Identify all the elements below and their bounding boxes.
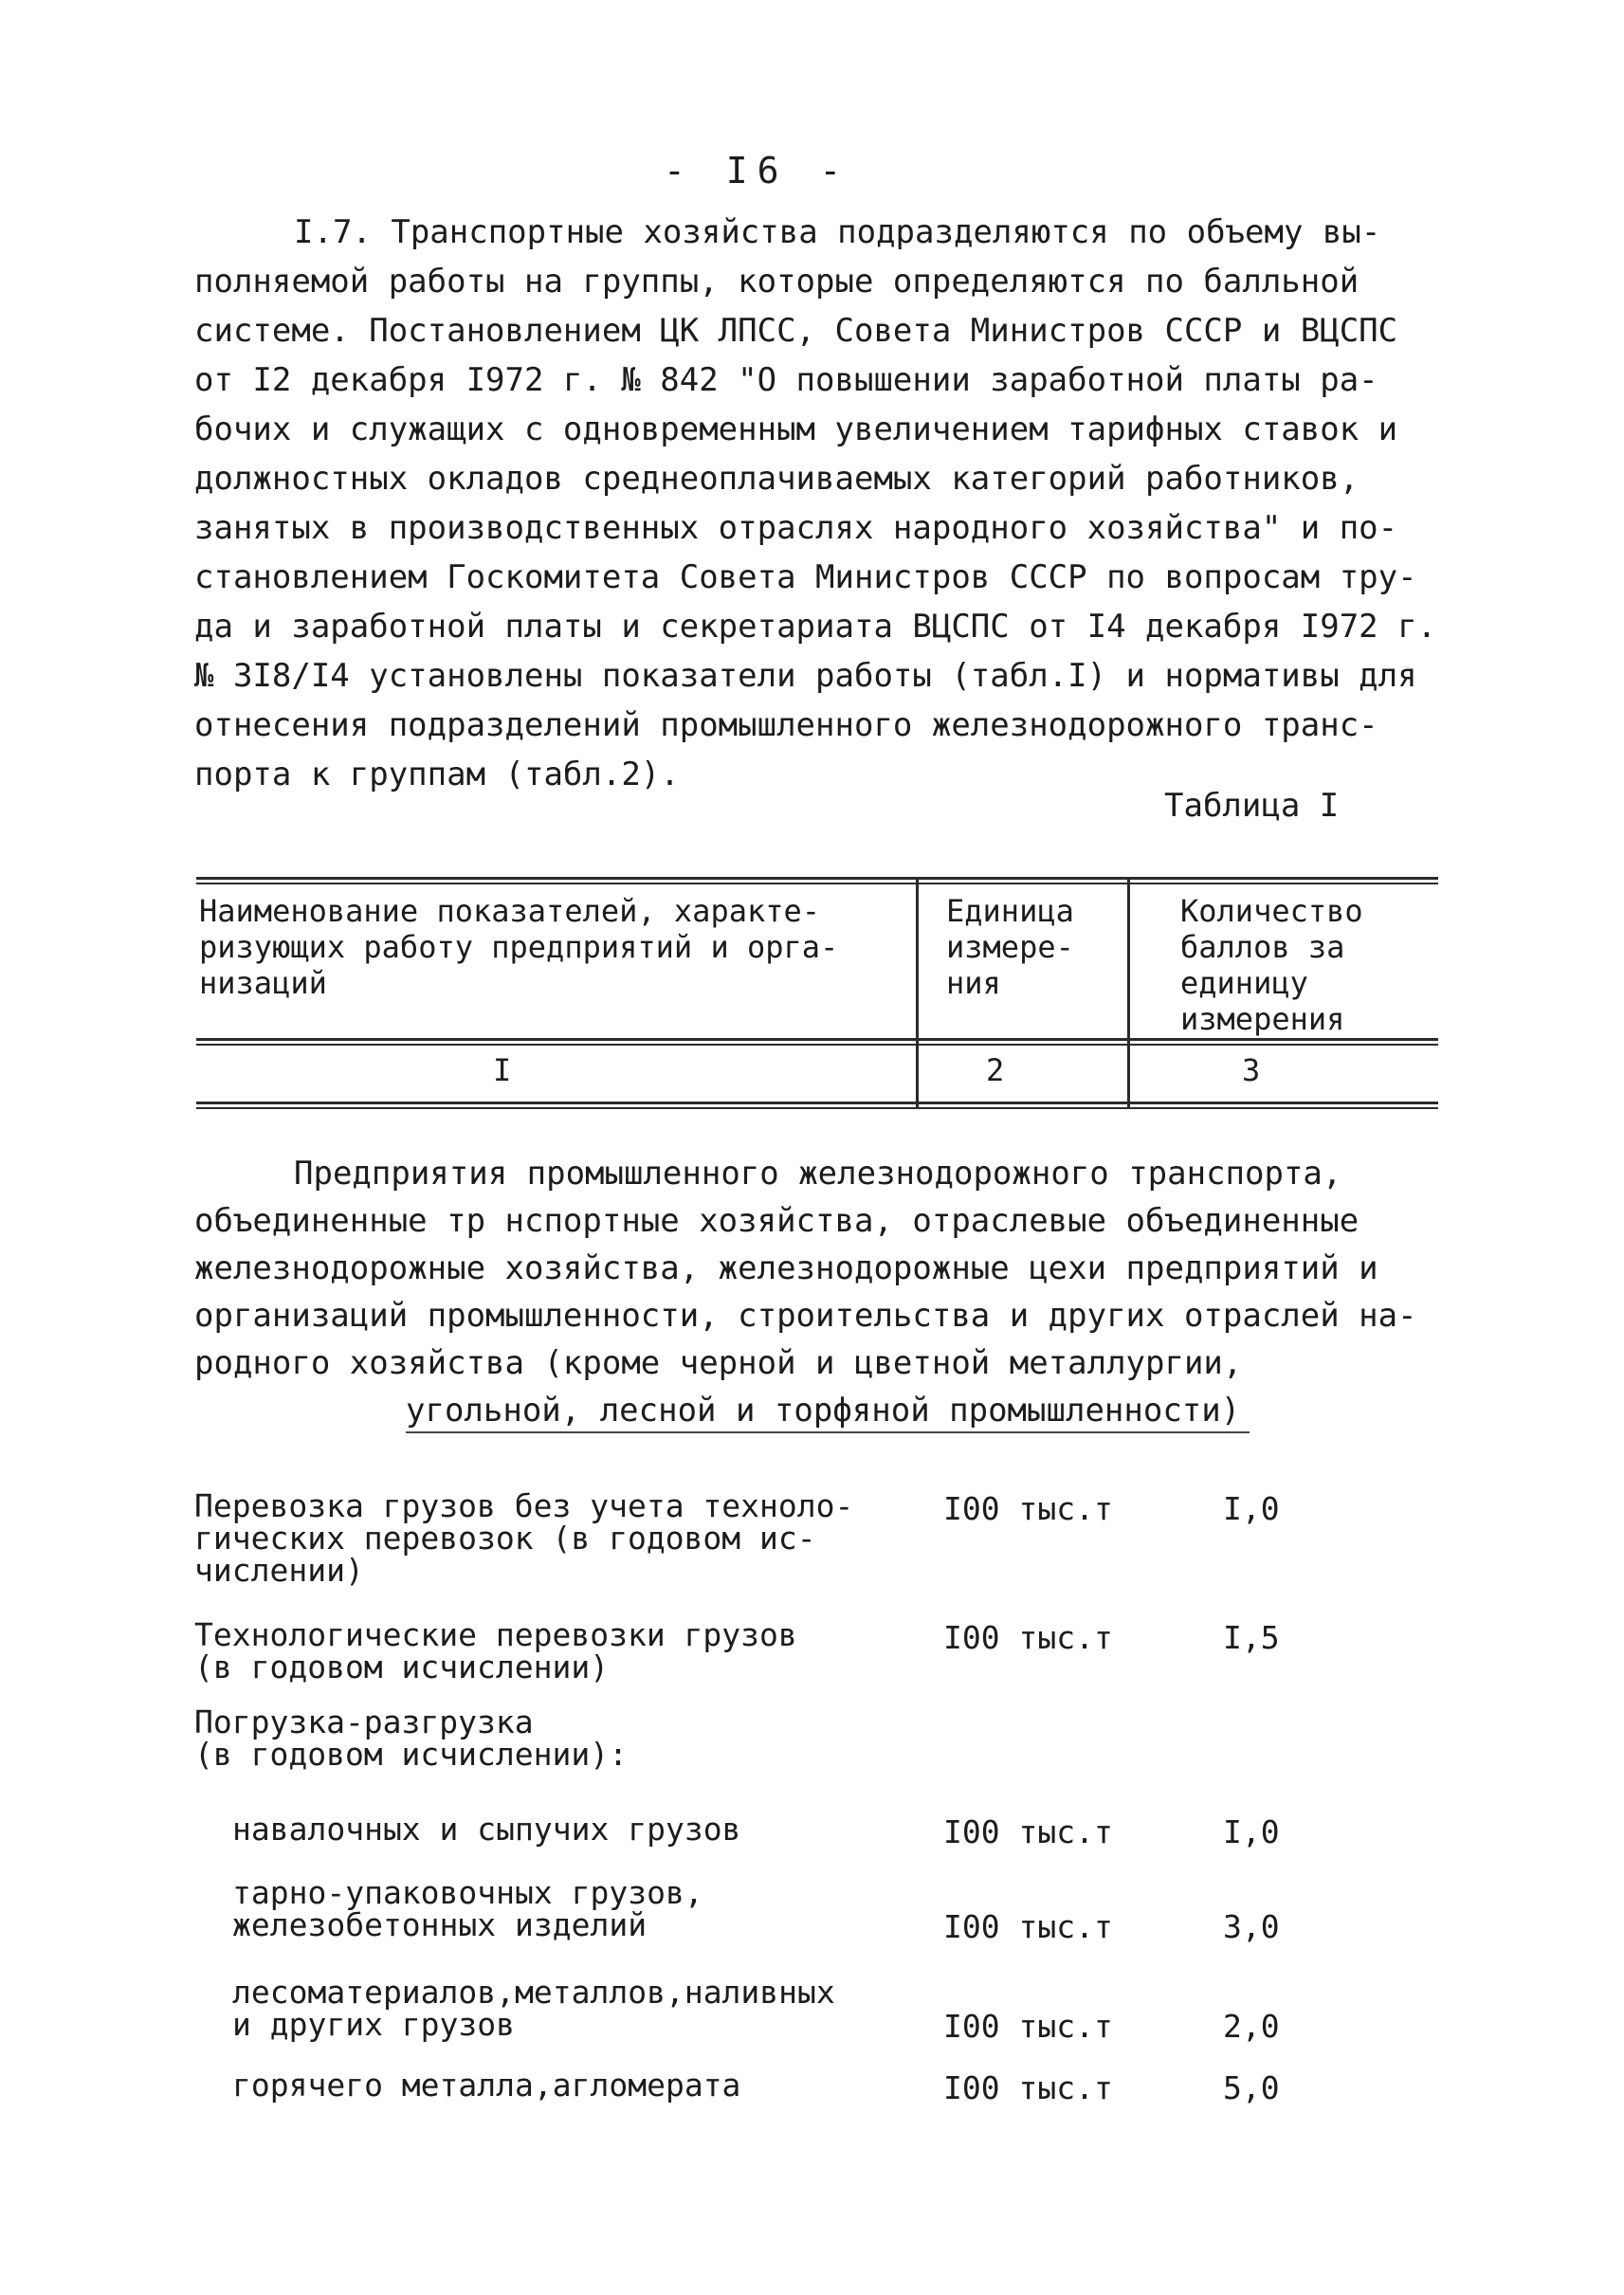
- paragraph-line: отнесения подразделений промышленного железнодорожного транс-: [194, 706, 1378, 744]
- table-column-number: I: [493, 1052, 512, 1088]
- section-heading-line: Предприятия промышленного железнодорожного транспорта,: [294, 1155, 1342, 1193]
- paragraph-line: полняемой работы на группы, которые определяются по балльной: [194, 263, 1359, 301]
- paragraph-line: бочих и служащих с одновременным увеличением тарифных ставок и: [194, 410, 1398, 448]
- list-item-unit: I00 тыс.т: [943, 1813, 1113, 1850]
- list-item-points: 3,0: [1223, 1908, 1280, 1945]
- paragraph-line: становлением Госкомитета Совета Министров СССР по вопросам тру-: [194, 558, 1417, 596]
- list-item-unit: I00 тыс.т: [943, 2069, 1113, 2106]
- paragraph-line: I.7. Транспортные хозяйства подразделяются по объему вы-: [294, 213, 1381, 251]
- list-item-points: I,0: [1223, 1813, 1280, 1850]
- section-heading-line: железнодорожные хозяйства, железнодорожные цехи предприятий и: [194, 1249, 1378, 1287]
- page-number: - I6 -: [664, 150, 851, 191]
- paragraph-line: порта к группам (табл.2).: [194, 756, 680, 793]
- paragraph-line: да и заработной платы и секретариата ВЦСПС от I4 декабря I972 г.: [194, 608, 1437, 646]
- list-item-points: I,0: [1223, 1490, 1280, 1527]
- table-caption: Таблица I: [1164, 787, 1340, 825]
- table-header-indicator: Наименование показателей, характе- ризующих работу предприятий и орга- низаций: [199, 893, 839, 1001]
- table-column-number: 3: [1242, 1052, 1261, 1088]
- list-item-label: лесоматериалов,металлов,наливных и других грузов: [232, 1974, 835, 2043]
- list-item-unit: I00 тыс.т: [943, 2008, 1113, 2045]
- list-item-points: 2,0: [1223, 2008, 1280, 2045]
- list-item-label: Перевозка грузов без учета техноло- гических перевозок (в годовом ис- числении): [194, 1487, 854, 1589]
- paragraph-line: от I2 декабря I972 г. № 842 "О повышении заработной платы ра-: [194, 361, 1378, 399]
- section-heading-line: угольной, лесной и торфяной промышленности): [406, 1392, 1241, 1430]
- table-bottom-rule: [196, 1102, 1438, 1104]
- paragraph-line: системе. Постановлением ЦК ЛПСС, Совета Министров СССР и ВЦСПС: [194, 312, 1398, 350]
- list-item-unit: I00 тыс.т: [943, 1908, 1113, 1945]
- list-item-label: Погрузка-разгрузка (в годовом исчислении):: [194, 1703, 628, 1773]
- list-item-label: тарно-упаковочных грузов, железобетонных изделий: [232, 1874, 703, 1943]
- table-column-divider: [1127, 880, 1130, 1107]
- list-item-label: навалочных и сыпучих грузов: [232, 1811, 741, 1848]
- table-header-points: Количество баллов за единицу измерения: [1180, 893, 1363, 1037]
- table-column-number: 2: [986, 1052, 1005, 1088]
- list-item-label: Технологические перевозки грузов (в годовом исчислении): [194, 1616, 797, 1685]
- list-item-label: горячего металла,агломерата: [232, 2067, 741, 2104]
- paragraph-line: должностных окладов среднеоплачиваемых категорий работников,: [194, 460, 1359, 498]
- list-item-points: I,5: [1223, 1619, 1280, 1656]
- table-header-rule: [196, 1038, 1438, 1041]
- paragraph-line: занятых в производственных отраслях народного хозяйства" и по-: [194, 509, 1398, 547]
- list-item-unit: I00 тыс.т: [943, 1619, 1113, 1656]
- table-header-rule-inner: [196, 1044, 1438, 1046]
- list-item-unit: I00 тыс.т: [943, 1490, 1113, 1527]
- table-top-rule-inner: [196, 883, 1438, 884]
- section-heading-line: родного хозяйства (кроме черной и цветной металлургии,: [194, 1344, 1243, 1382]
- section-heading-underline: [406, 1431, 1250, 1433]
- section-heading-line: организаций промышленности, строительства и других отраслей на-: [194, 1297, 1417, 1335]
- table-column-divider: [916, 880, 919, 1107]
- list-item-points: 5,0: [1223, 2069, 1280, 2106]
- section-heading-line: объединенные тр нспортные хозяйства, отраслевые объединенные: [194, 1202, 1359, 1240]
- table-top-rule: [196, 877, 1438, 880]
- paragraph-line: № 3I8/I4 установлены показатели работы (табл.I) и нормативы для: [194, 657, 1417, 695]
- table-bottom-rule-inner: [196, 1107, 1438, 1109]
- table-header-unit: Единица измере- ния: [946, 893, 1074, 1001]
